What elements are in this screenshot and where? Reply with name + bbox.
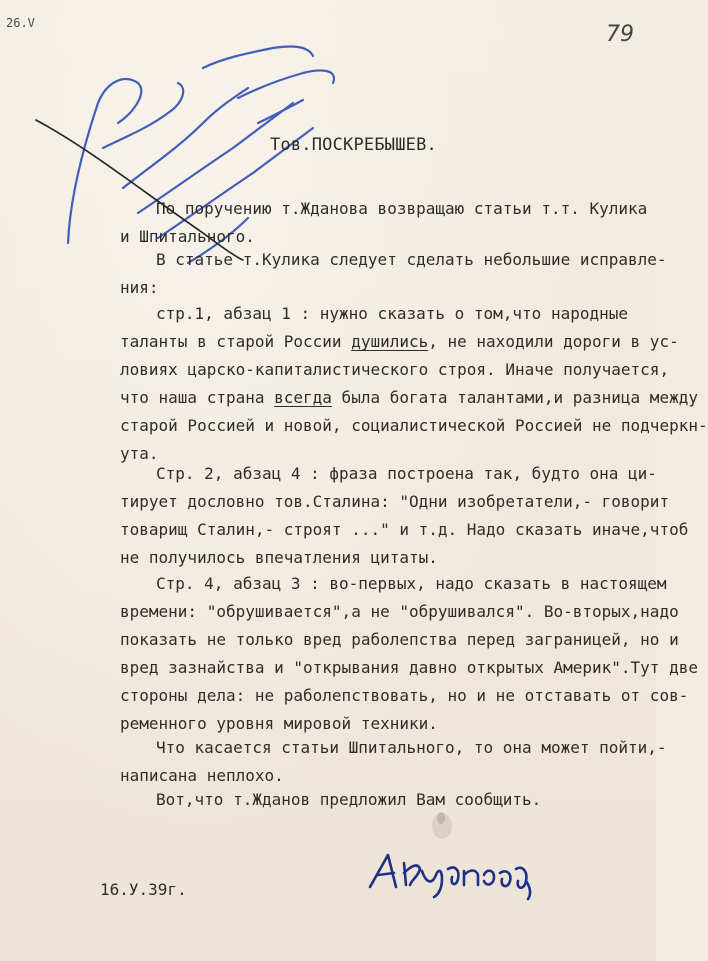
text-line: что наша страна всегда была богата талантами,и разница между (120, 388, 698, 407)
paragraph-intro (120, 195, 647, 251)
text-line: не получилось впечатления цитаты. (120, 548, 438, 567)
text-line: тирует дословно тов.Сталина: "Одни изобретатели,- говорит (120, 492, 670, 511)
text-line: таланты в старой России душились, не находили дороги в ус- (120, 332, 679, 351)
text-line: Что касается статьи Шпитального, то она может пойти,- (156, 738, 667, 757)
text-line: времени: "обрушивается",а не "обрушивался". Во-вторых,надо (120, 602, 679, 621)
underlined-word: душились (351, 332, 429, 351)
text-line: вред зазнайства и "открывания давно открытых Америк".Тут две (120, 658, 698, 677)
text-line: показать не только вред раболепства перед заграницей, но и (120, 630, 679, 649)
text-line: Стр. 4, абзац 3 : во-первых, надо сказать в настоящем (156, 574, 667, 593)
text-line: По поручению т.Жданова возвращаю статьи т.т. Кулика (156, 199, 648, 218)
paragraph-kulik (120, 246, 667, 302)
text-line: и Шпитального. (120, 227, 255, 246)
text-line: стороны дела: не раболепствовать, но и не отставать от сов- (120, 686, 689, 705)
paragraph-page2 (120, 460, 688, 572)
text-line: старой Россией и новой, социалистической Россией не подчеркн- (120, 416, 708, 435)
paragraph-shpitalny (120, 734, 667, 790)
text-line: ута. (120, 444, 159, 463)
underlined-word: всегда (274, 388, 332, 407)
text-line: ния: (120, 278, 159, 297)
text-line: Вот,что т.Жданов предложил Вам сообщить. (156, 790, 542, 809)
paragraph-page4 (120, 570, 698, 738)
text-line: товарищ Сталин,- строят ..." и т.д. Надо сказать иначе,чтоб (120, 520, 689, 539)
paragraph-page1 (120, 300, 708, 468)
text-line: ременного уровня мировой техники. (120, 714, 438, 733)
page-number: 79 (606, 22, 634, 47)
text-line: написана неплохо. (120, 766, 284, 785)
addressee-line: Тов.ПОСКРЕБЫШЕВ. (270, 135, 437, 155)
text-line: ловиях царско-капиталистического строя. Иначе получается, (120, 360, 670, 379)
signature-icon (360, 835, 540, 905)
paragraph-closing (120, 786, 541, 814)
text-line: В статье т.Кулика следует сделать небольшие исправле- (156, 250, 667, 269)
text-line: Стр. 2, абзац 4 : фраза построена так, будто она ци- (156, 464, 657, 483)
text-line: стр.1, абзац 1 : нужно сказать о том,что народные (156, 304, 629, 323)
document-date: 16.У.39г. (100, 880, 187, 899)
corner-note: 26.V (6, 16, 35, 30)
